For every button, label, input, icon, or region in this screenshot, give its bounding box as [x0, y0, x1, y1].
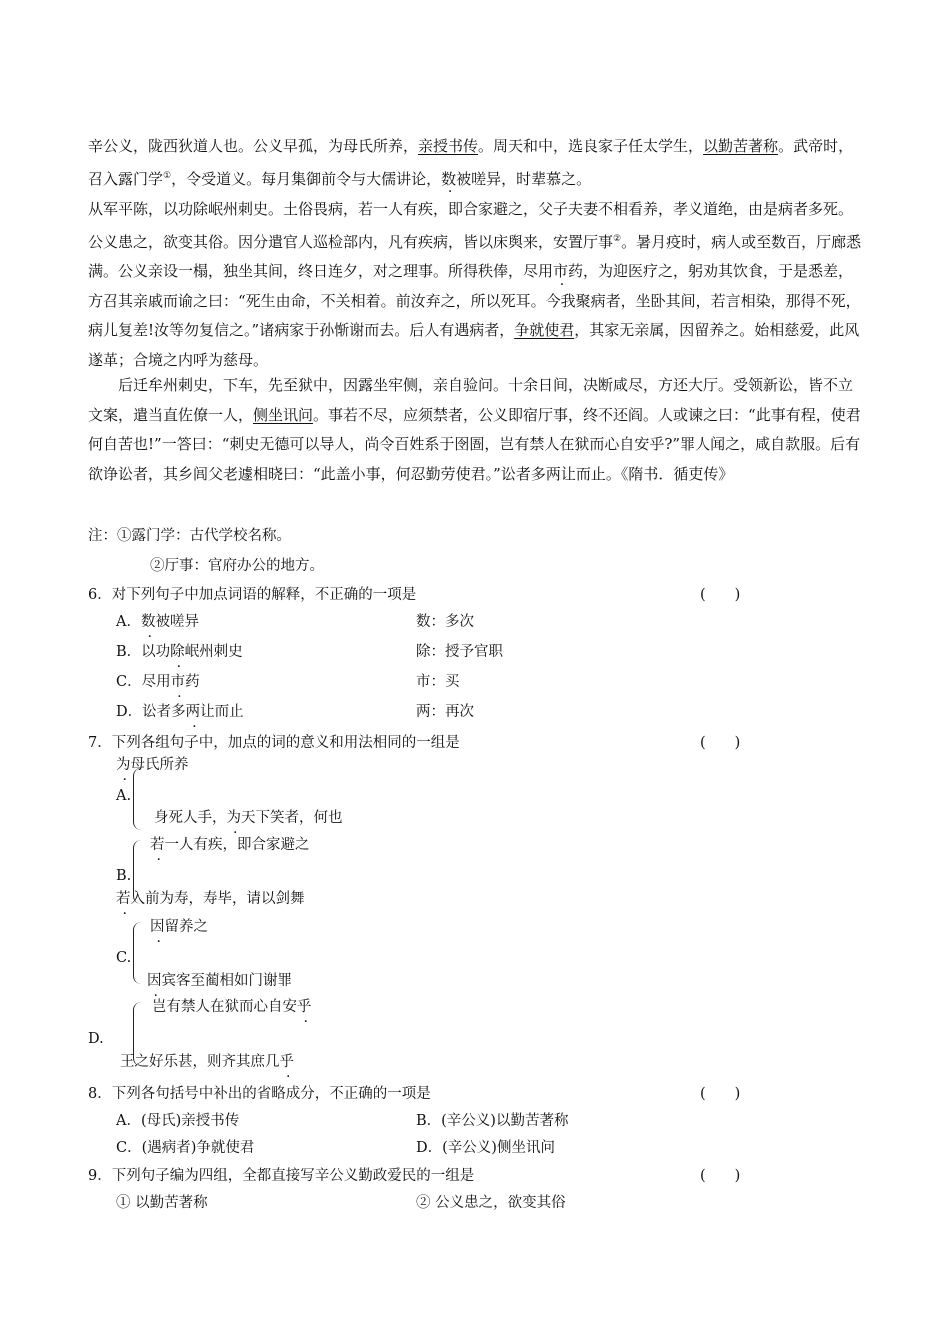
underlined-phrase: 以勤苦著称 — [703, 137, 779, 155]
passage-text: 药，为迎医疗之，躬劝其饮食，于是悉差，方召其亲戚而谕之曰：“死生由命，不关相着。前汝弃之，所以死耳。今我聚病者，坐卧其间，若言相染，那得不死，病儿复差!汝等勿复信之。”诸病家于孙惭谢而去。后人有遇病者， — [88, 262, 861, 339]
note-1: 注：①露门学：古代学校名称。 — [88, 528, 291, 544]
q7-c-brace — [133, 922, 144, 984]
q7-a-brace — [133, 768, 144, 830]
underlined-phrase: 侧坐讯问 — [253, 405, 314, 424]
q8-stem: 8．下列各句括号中补出的省略成分，不正确的一项是 — [88, 1086, 431, 1102]
dotted-character: 数 — [441, 169, 457, 188]
passage-paragraph-3 — [88, 371, 866, 489]
dotted-character: 数 — [140, 614, 156, 630]
q6-option-d[interactable]: D．讼者多两让而止 — [116, 704, 244, 720]
passage-text: 后迁牟州刺史，下车，先至狱中，因露坐牢侧，亲自验问。十余日间，决断咸尽，方还大厅。受领新讼，皆不立文案，遣当直佐僚一人， — [88, 376, 854, 424]
q7-d-label[interactable]: D. — [88, 1031, 104, 1047]
note-2: ②厅事：官府办公的地方。 — [150, 558, 324, 574]
passage-text: 被嗟异，时辈慕之。 — [456, 169, 592, 188]
passage-text: ，令受道义。每月集御前令与大儒讲论， — [171, 169, 442, 188]
underlined-phrase: 争就使君 — [514, 321, 575, 339]
q7-c-label[interactable]: C. — [116, 950, 132, 966]
q9-stem: 9．下列句子编为四组，全都直接写辛公义勤政爱民的一组是 — [88, 1168, 475, 1184]
q9-item-1: ① 以勤苦著称 — [116, 1195, 208, 1211]
q7-d-sentence-2: 王之好乐甚，则齐其庶几乎 — [120, 1054, 294, 1070]
dotted-character: 若 — [116, 891, 131, 907]
q9-answer-blank: ( ) — [700, 1168, 741, 1184]
q6-option-c[interactable]: C．尽用市药 — [116, 674, 200, 690]
passage-paragraph-1 — [88, 132, 866, 194]
q6-option-b[interactable]: B．以功除岷州刺史 — [116, 644, 243, 660]
option-label: B． — [116, 644, 142, 660]
passage-text: 从军平陈，以功除岷州刺史。土俗畏病，若一人有疾，即合家避之，父子夫妻不相看养，孝义道绝，由是病者多死。公义患之，欲变其俗。因分遣官人巡检部内，凡有疾病，皆以床舆来，安置厅事 — [88, 200, 854, 251]
q8-answer-blank: ( ) — [700, 1086, 741, 1102]
dotted-character: 为 — [226, 810, 241, 826]
q6-option-a-explanation: 数：多次 — [416, 614, 474, 630]
dotted-character: 为 — [116, 757, 131, 773]
passage-paragraph-2 — [88, 195, 866, 375]
q8-option-a[interactable]: A．(母氏)亲授书传 — [116, 1113, 240, 1129]
q6-option-c-explanation: 市：买 — [416, 674, 460, 690]
dotted-character: 乎 — [279, 1054, 294, 1070]
option-label: D． — [116, 704, 143, 720]
q7-b-label[interactable]: B. — [116, 868, 132, 884]
q7-a-sentence-2: 身死人手，为天下笑者，何也 — [154, 810, 343, 826]
passage-text: 辛公义，陇西狄道人也。公义早孤，为母氏所养， — [88, 137, 419, 155]
q6-answer-blank: ( ) — [700, 587, 741, 603]
passage-text: 。事若不尽，应须禁者，公义即宿厅事，终不还阎。人或谏之曰：“此事有程，使君何自苦也!”一答曰：“刺史无德可以导人，尚令百姓系于囹圄，岂有禁人在狱而心自安乎?”罪人闻之，咸自款服。后有欲诤讼者，其乡闾父老遽相晓曰：“此盖小事，何忍勤劳使君。”讼者多两让而止。《隋书．循吏传》 — [88, 405, 861, 483]
dotted-character: 两 — [185, 704, 201, 720]
q7-b-sentence-1: 若一人有疾，即合家避之 — [150, 837, 310, 853]
option-label: C． — [116, 674, 142, 690]
footnote-marker: ① — [163, 170, 172, 181]
q7-stem: 7．下列各组句子中，加点的词的意义和用法相同的一组是 — [88, 735, 460, 751]
q7-a-sentence-1: 为母氏所养 — [116, 757, 189, 773]
dotted-character: 市 — [553, 262, 569, 280]
option-label: A． — [116, 614, 141, 630]
passage-text: 。暑月疫时，病人或至数百，厅廊悉满。公义亲设一榻，独坐其间，终日连夕，对之理事。所得秩俸，尽用 — [88, 232, 862, 280]
dotted-character: 若 — [150, 837, 165, 853]
passage-text: ，其家无亲属，因留养之。始相慈爱，此风遂革；合境之内呼为慈母。 — [88, 321, 860, 369]
dotted-character: 市 — [170, 674, 186, 690]
q8-option-d[interactable]: D．(辛公义)侧坐讯问 — [416, 1140, 555, 1156]
dotted-character: 乎 — [297, 999, 312, 1015]
underlined-phrase: 亲授书传 — [418, 137, 479, 155]
passage-text: 。武帝时，召入露门学 — [88, 137, 854, 188]
dotted-character: 因 — [150, 919, 165, 935]
q6-option-b-explanation: 除：授予官职 — [416, 644, 503, 660]
q6-stem: 6．对下列句子中加点词语的解释，不正确的一项是 — [88, 587, 417, 603]
footnote-marker: ② — [613, 233, 622, 244]
q7-b-sentence-2: 若入前为寿，寿毕，请以剑舞 — [116, 891, 305, 907]
q7-c-sentence-2: 因宾客至蔺相如门谢罪 — [147, 973, 292, 989]
q7-answer-blank: ( ) — [700, 735, 741, 751]
q7-c-sentence-1: 因留养之 — [150, 919, 208, 935]
q6-option-a[interactable]: A．数被嗟异 — [116, 614, 199, 630]
q8-option-c[interactable]: C．(遇病者)争就使君 — [116, 1140, 255, 1156]
q8-option-b[interactable]: B．(辛公义)以勤苦著称 — [416, 1113, 569, 1129]
passage-text: 。周天和中，选良家子任太学生， — [478, 137, 704, 155]
dotted-character: 因 — [147, 973, 162, 989]
dotted-character: 除 — [170, 644, 185, 660]
q6-option-d-explanation: 两：再次 — [416, 704, 474, 720]
q7-d-sentence-1: 岂有禁人在狱而心自安乎 — [152, 999, 312, 1015]
q9-item-2: ② 公义患之，欲变其俗 — [416, 1195, 566, 1211]
q7-a-label[interactable]: A. — [116, 788, 132, 804]
